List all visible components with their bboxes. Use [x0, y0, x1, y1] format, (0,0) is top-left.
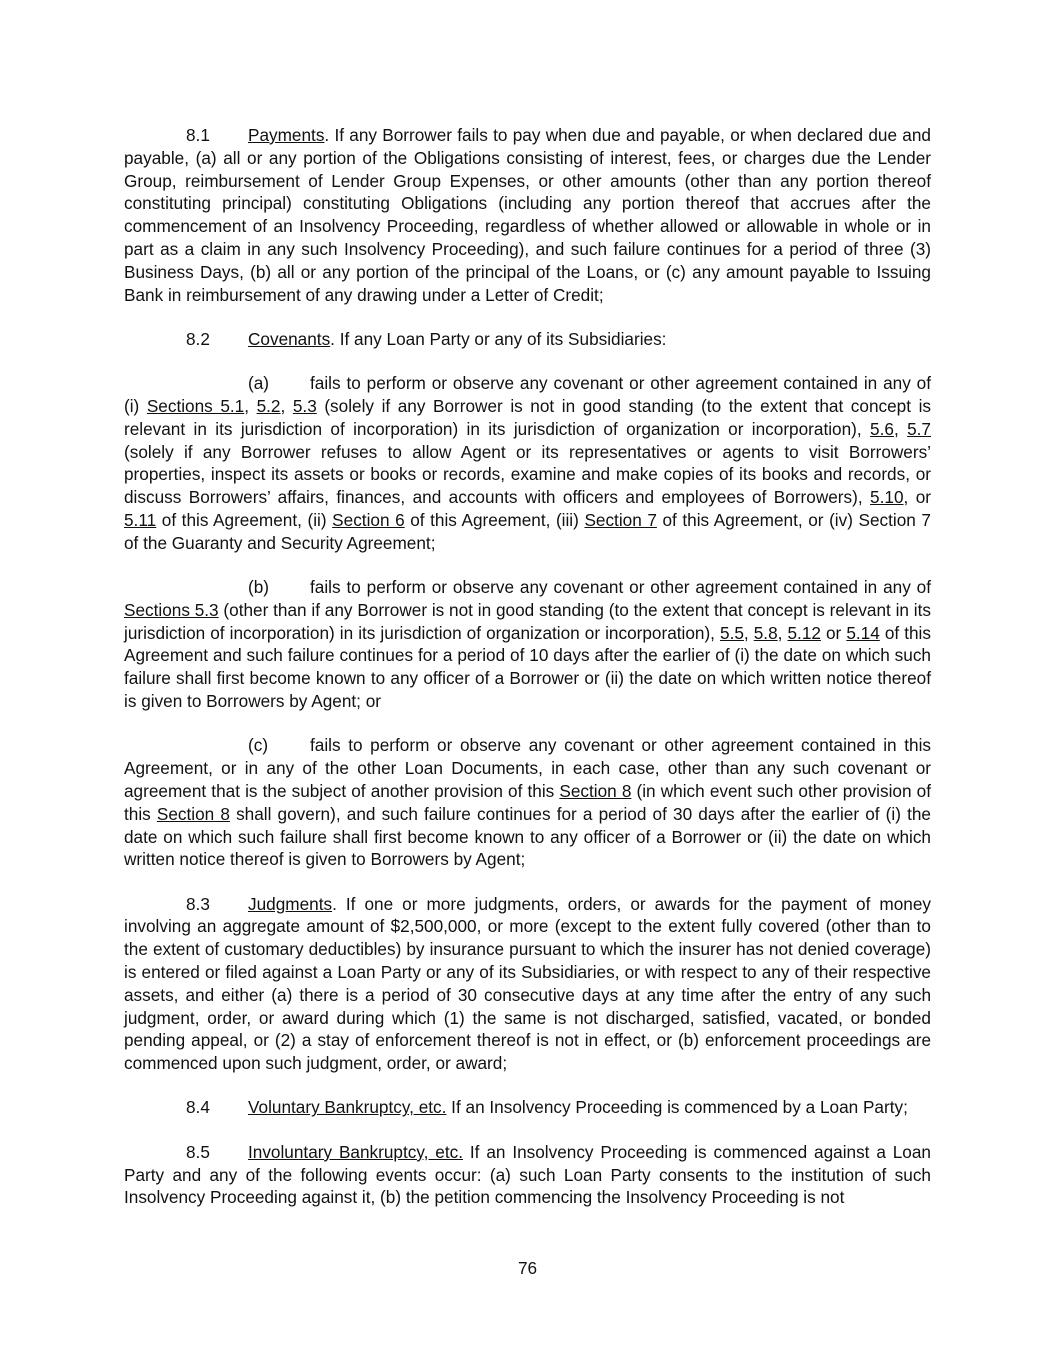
clause-text: of this Agreement, (ii) — [156, 509, 333, 530]
clause-label: (a) — [248, 373, 270, 394]
section-reference: Sections 5.1 — [146, 395, 245, 416]
clause-8-2-a — [124, 372, 931, 554]
section-heading: Involuntary Bankruptcy, etc. — [248, 1141, 464, 1162]
section-heading: Judgments — [248, 893, 333, 914]
section-heading: Covenants — [248, 328, 331, 349]
clause-text: , — [743, 622, 754, 643]
clause-text: of this Agreement, or (iv) Section 7 of the Guaranty and Security Agreement; — [124, 509, 931, 553]
clause-text: or — [820, 622, 847, 643]
clause-text: (other than if any Borrower is not in good standing (to the extent that concept is relevant in its jurisdiction of incorporation) in its jurisdiction of organization or incorporation), — [124, 599, 931, 643]
section-reference: 5.2 — [256, 395, 281, 416]
clause-text: , or — [903, 487, 931, 508]
section-reference: 5.5 — [720, 622, 744, 643]
section-number: 8.1 — [186, 125, 210, 145]
section-reference: 5.8 — [753, 622, 778, 643]
section-reference: 5.6 — [870, 418, 894, 439]
clause-8-2-b — [124, 576, 931, 713]
section-text: . If any Loan Party or any of its Subsidiaries: — [330, 328, 667, 349]
section-8-3 — [124, 893, 931, 1075]
section-reference: 5.7 — [907, 418, 931, 439]
section-reference: 5.12 — [787, 622, 821, 643]
clause-text: , — [893, 418, 908, 439]
clause-text: (in which event such other provision of this — [124, 780, 931, 824]
clause-text: (solely if any Borrower refuses to allow Agent or its representatives or agents to visit Borrowers’ properties, inspect its assets or books or records, examine and make copies of its books and records, or discuss Borrowers’ affairs, finances, and accounts with officers and employees of Borrowers), — [124, 441, 931, 508]
clause-text: , — [280, 395, 293, 416]
section-8-5 — [124, 1141, 931, 1209]
section-text: . If one or more judgments, orders, or awards for the payment of money involving an aggregate amount of $2,500,000, or more (except to the extent fully covered (other than to the extent of customary deductibles) by insurance pursuant to which the insurer has not denied coverage) is entered or filed against a Loan Party or any of its Subsidiaries, or with respect to any of their respective assets, and either (a) there is a period of 30 consecutive days at any time after the entry of any such judgment, order, or award during which (1) the same is not discharged, satisfied, vacated, or bonded pending appeal, or (2) a stay of enforcement thereof is not in effect, or (b) enforcement proceedings are commenced upon such judgment, order, or award; — [124, 893, 931, 1074]
section-reference: Sections 5.3 — [124, 599, 219, 620]
section-heading: Voluntary Bankruptcy, etc. — [248, 1097, 447, 1118]
section-reference: Section 8 — [156, 803, 230, 824]
section-8-1 — [124, 124, 931, 306]
clause-text: fails to perform or observe any covenant or other agreement contained in any of (i) — [124, 373, 931, 416]
page-number: 76 — [517, 1258, 538, 1278]
section-number: 8.5 — [186, 1141, 210, 1162]
clause-text: of this Agreement, (iii) — [404, 509, 585, 530]
section-text: . If any Borrower fails to pay when due and payable, or when declared due and payable, (a) all or any portion of the Obligations consisting of interest, fees, or charges due the Lender Group, reimbursement of Lender Group Expenses, or other amounts (other than any portion thereof constituting principal) constituting Obligations (including any portion thereof that accrues after the commencement of an Insolvency Proceeding, regardless of whether allowed or allowable in whole or in part as a claim in any such Insolvency Proceeding), and such failure continues for a period of three (3) Business Days, (b) all or any portion of the principal of the Loans, or (c) any amount payable to Issuing Bank in reimbursement of any drawing under a Letter of Credit; — [124, 125, 931, 305]
clause-label: (c) — [248, 735, 269, 756]
section-heading: Payments — [248, 125, 325, 145]
section-reference: Section 6 — [332, 509, 405, 530]
section-number: 8.2 — [186, 328, 210, 349]
clause-text: of this Agreement and such failure continues for a period of 10 days after the earlier of (i) the date on which such failure shall first become known to any officer of a Borrower or (ii) the date on which written notice thereof is given to Borrowers by Agent; or — [124, 622, 931, 712]
clause-text: , — [244, 395, 257, 416]
clause-8-2-c — [124, 734, 931, 871]
section-8-2 — [124, 328, 931, 351]
section-reference: 5.3 — [292, 395, 317, 416]
section-text: If an Insolvency Proceeding is commenced against a Loan Party and any of the following events occur: (a) such Loan Party consents to the institution of such Insolvency Proceeding against it, (b) the petition commencing the Insolvency Proceeding is not — [124, 1141, 931, 1208]
section-reference: 5.10 — [870, 487, 904, 508]
clause-text: fails to perform or observe any covenant or other agreement contained in any of — [310, 577, 931, 598]
clause-text: (solely if any Borrower is not in good standing (to the extent that concept is relevant in its jurisdiction of incorporation) in its jurisdiction of organization or incorporation), — [124, 395, 931, 439]
section-number: 8.4 — [186, 1097, 210, 1118]
section-number: 8.3 — [186, 893, 210, 914]
section-reference: 5.14 — [846, 622, 880, 643]
section-reference: 5.11 — [124, 509, 157, 530]
clause-text: fails to perform or observe any covenant or other agreement contained in this Agreement, or in any of the other Loan Documents, in each case, other than any such covenant or agreement that is the subject of another provision of this — [124, 735, 931, 801]
clause-text: , — [777, 622, 788, 643]
clause-text: shall govern), and such failure continues for a period of 30 days after the earlier of (i) the date on which such failure shall first become known to any officer of a Borrower or (ii) the date on which written notice thereof is given to Borrowers by Agent; — [124, 803, 931, 870]
section-reference: Section 7 — [584, 509, 657, 530]
document-body — [124, 124, 931, 1231]
clause-label: (b) — [248, 577, 270, 598]
section-reference: Section 8 — [559, 780, 632, 801]
section-text: If an Insolvency Proceeding is commenced by a Loan Party; — [446, 1097, 908, 1118]
section-8-4 — [124, 1096, 931, 1119]
